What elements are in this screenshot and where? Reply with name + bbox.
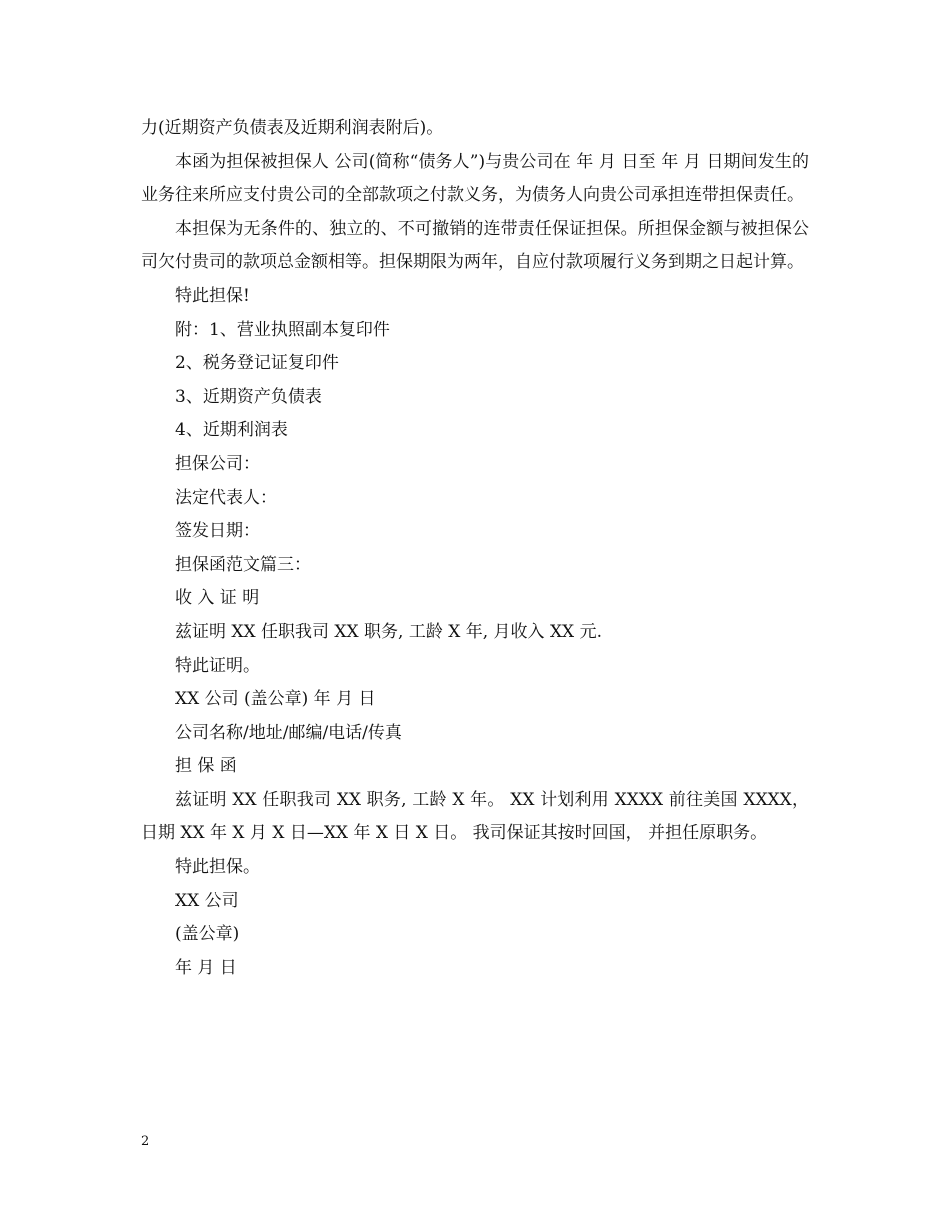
legal-representative-line: 法定代表人： (175, 487, 277, 508)
guarantee-letter-body: 兹证明 XX 任职我司 XX 职务, 工龄 X 年。 XX 计划利用 XXXX 前往美国 XXXX， 日期 XX 年 X 月 X 日—XX 年 X 日 X 日。 我司保证其按时回国， 并担任原职务。 (141, 789, 809, 844)
paragraph-continuation: 力(近期资产负债表及近期利润表附后)。 (141, 118, 444, 138)
section-heading-sample-three: 担保函范文篇三： (175, 554, 311, 575)
signature-date: 年 月 日 (175, 957, 237, 978)
signature-company: XX 公司 (175, 890, 239, 911)
closing-guarantee: 特此担保! (175, 285, 250, 306)
guarantee-letter-closing: 特此担保。 (175, 857, 260, 878)
attachment-item-2: 2、税务登记证复印件 (175, 353, 339, 374)
page-number: 2 (141, 1134, 150, 1149)
paragraph-guarantee-scope: 本函为担保被担保人 公司(简称“债务人”)与贵公司在 年 月 日至 年 月 日期间发生的业务往来所应支付贵公司的全部款项之付款义务，为债务人向贵公司承担连带担保责任。 (141, 151, 809, 206)
attachment-item-3: 3、近期资产负债表 (175, 386, 322, 407)
issue-date-line: 签发日期： (175, 521, 260, 542)
income-certificate-body: 兹证明 XX 任职我司 XX 职务, 工龄 X 年, 月收入 XX 元. (175, 621, 602, 642)
income-certificate-signature: XX 公司 (盖公章) 年 月 日 (175, 689, 376, 710)
document-body (141, 112, 809, 985)
company-contact-line: 公司名称/地址/邮编/电话/传真 (175, 722, 402, 743)
income-certificate-title: 收 入 证 明 (175, 588, 260, 609)
guarantor-company-line: 担保公司： (175, 453, 260, 474)
income-certificate-closing: 特此证明。 (175, 655, 260, 676)
attachment-item-1: 附：1、营业执照副本复印件 (175, 319, 390, 340)
signature-seal: (盖公章) (175, 924, 240, 945)
paragraph-guarantee-terms: 本担保为无条件的、独立的、不可撤销的连带责任保证担保。所担保金额与被担保公司欠付贵司的款项总金额相等。担保期限为两年，自应付款项履行义务到期之日起计算。 (141, 218, 809, 273)
guarantee-letter-title: 担 保 函 (175, 756, 237, 777)
attachment-item-4: 4、近期利润表 (175, 420, 288, 441)
